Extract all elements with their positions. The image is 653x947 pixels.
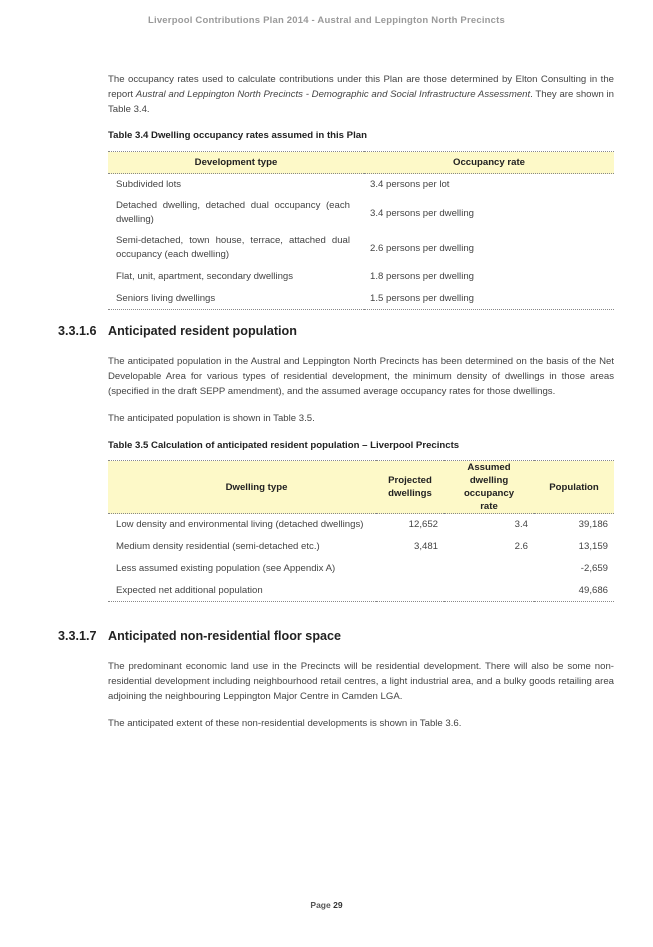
table-3-5 [108,460,614,602]
table-row [108,266,614,288]
section-number: 3.3.1.6 [58,324,97,338]
section-heading-3-3-1-6 [58,324,297,338]
occupancy-rate-cell: 2.6 [514,541,528,552]
table-row [108,514,614,536]
column-header-dwelling-type: Dwelling type [108,461,376,514]
table-row [108,288,614,310]
dwelling-type-cell: Medium density residential (semi-detached etc.) [116,541,320,552]
page-number: 29 [333,900,343,910]
column-header-development-type: Development type [108,152,364,174]
column-header-occupancy-rate: Occupancy rate [364,152,614,174]
table-row [108,231,614,266]
table-3-4-caption: Table 3.4 Dwelling occupancy rates assumed in this Plan [108,130,367,141]
table-row [108,536,614,558]
section-heading-3-3-1-7 [58,629,341,643]
population-cell: -2,659 [580,563,608,574]
table-row [108,196,614,231]
table-row [108,174,614,196]
body-paragraph: The anticipated extent of these non-residential developments is shown in Table 3.6. [108,718,462,729]
dwelling-type-cell: Less assumed existing population (see Appendix A) [116,563,336,574]
table-header-row [108,461,614,514]
table-3-4 [108,151,614,310]
development-type-cell: Semi-detached, town house, terrace, attached dual occupancy (each dwelling) [116,235,350,260]
table-header-row [108,152,614,174]
development-type-cell: Detached dwelling, detached dual occupancy (each dwelling) [116,200,350,225]
development-type-cell: Subdivided lots [116,179,182,191]
projected-dwellings-cell: 3,481 [413,541,438,552]
development-type-cell: Seniors living dwellings [108,288,364,310]
occupancy-rate-cell [444,580,534,602]
report-title: Austral and Leppington North Precincts - Demographic and Social Infrastructure Assessment [135,89,531,100]
column-header-population: Population [534,461,614,514]
occupancy-rate-cell: 2.6 persons per dwelling [370,242,474,254]
body-paragraph: The anticipated population in the Austral and Leppington North Precincts has been determined on the basis of the Net Developable Area for various types of residential development, the minimum density of dwellings in those areas (specified in the draft SEPP amendment), and the assumed average occupancy rates for those dwellings. [108,356,614,397]
occupancy-rate-cell [444,558,534,580]
development-type-cell: Flat, unit, apartment, secondary dwellings [116,271,294,282]
occupancy-rate-cell: 3.4 persons per lot [370,179,450,191]
population-cell: 13,159 [578,541,608,552]
section-number: 3.3.1.7 [58,629,97,643]
running-header: Liverpool Contributions Plan 2014 - Austral and Leppington North Precincts [147,15,505,26]
occupancy-rate-cell: 3.4 persons per dwelling [370,207,474,219]
page-label: Page [310,900,331,910]
dwelling-type-cell: Low density and environmental living (detached dwellings) [116,519,364,531]
occupancy-rate-cell: 1.8 persons per dwelling [370,271,474,282]
population-cell: 39,186 [578,519,608,531]
table-row [108,558,614,580]
section-title: Anticipated non-residential floor space [108,629,342,643]
table-3-5-caption: Table 3.5 Calculation of anticipated resident population – Liverpool Precincts [108,440,460,451]
column-header-occupancy-rate: Assumed dwelling occupancy rate [444,461,534,514]
intro-text-after: . They are shown in Table 3.4. [108,89,614,115]
population-cell: 49,686 [534,580,614,602]
projected-dwellings-cell: 12,652 [408,519,438,531]
column-header-projected-dwellings: Projected dwellings [376,461,444,514]
projected-dwellings-cell [376,580,444,602]
section-title: Anticipated resident population [108,324,297,338]
page-footer [0,900,653,910]
intro-text-before: The occupancy rates used to calculate contributions under this Plan are those determined by Elton Consulting in the report [108,74,614,100]
occupancy-rate-cell: 1.5 persons per dwelling [364,288,614,310]
dwelling-type-cell: Expected net additional population [108,580,376,602]
occupancy-rate-cell: 3.4 [514,519,528,531]
body-paragraph: The anticipated population is shown in Table 3.5. [108,413,315,424]
table-row [108,580,614,602]
intro-paragraph [108,72,614,117]
projected-dwellings-cell [376,558,444,580]
body-paragraph: The predominant economic land use in the Precincts will be residential development. There will also be some non-residential development including neighbourhood retail centres, a light industrial area, and a bulky goods retailing area adjoining the neighbouring Leppington Major Centre in Camden LGA. [108,661,614,702]
